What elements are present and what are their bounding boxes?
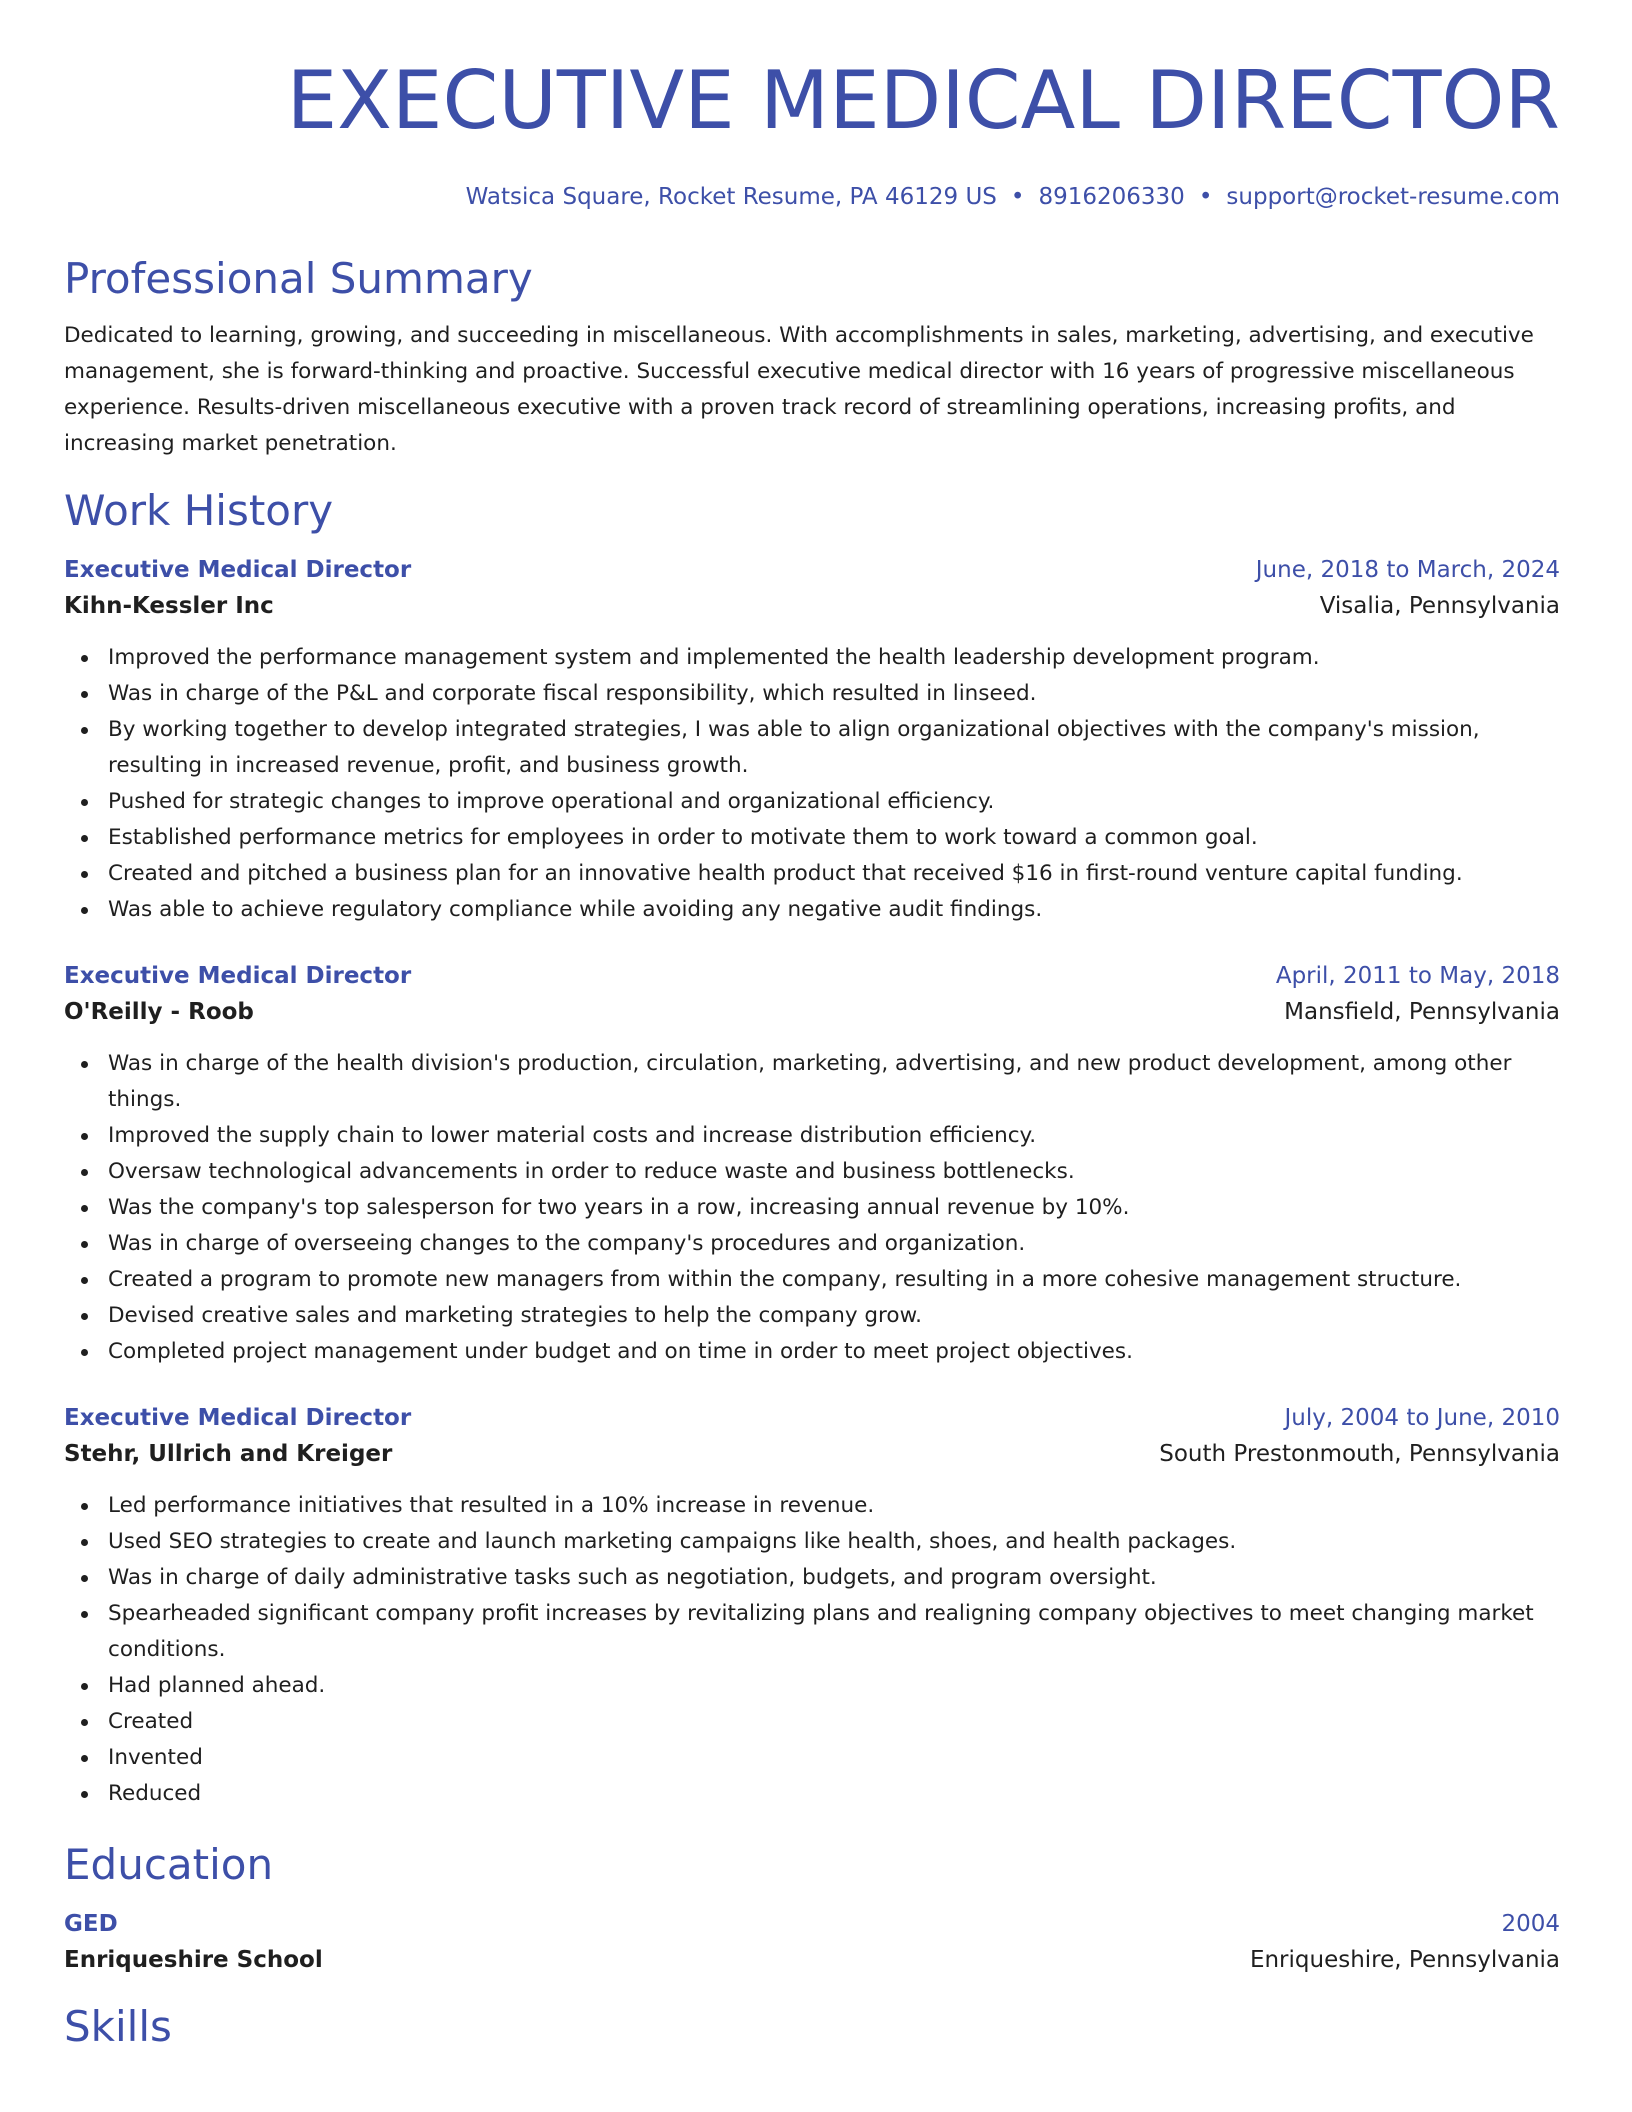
section-title-work-history: Work History — [64, 486, 334, 535]
job-bullet: Created a program to promote new managers from within the company, resulting in a more cohesive management structure. — [108, 1262, 1560, 1298]
contact-line — [64, 182, 1560, 212]
job-title: Executive Medical Director — [64, 557, 412, 583]
section-title-summary: Professional Summary — [64, 254, 533, 303]
job-bullet: Created and pitched a business plan for an innovative health product that received $16 in first-round venture capital funding. — [108, 856, 1560, 892]
job-bullet: Was in charge of overseeing changes to the company's procedures and organization. — [108, 1226, 1560, 1262]
job-bullet: Oversaw technological advancements in order to reduce waste and business bottlenecks. — [108, 1154, 1560, 1190]
job-entry — [64, 1400, 1560, 1812]
job-title: Executive Medical Director — [64, 1405, 412, 1431]
job-bullet: Devised creative sales and marketing strategies to help the company grow. — [108, 1298, 1560, 1334]
job-company: Stehr, Ullrich and Kreiger — [64, 1441, 393, 1467]
job-bullets — [64, 640, 1560, 928]
job-entry — [64, 552, 1560, 928]
job-bullet: Was in charge of daily administrative tasks such as negotiation, budgets, and program oversight. — [108, 1560, 1560, 1596]
job-bullet: By working together to develop integrated strategies, I was able to align organizational objectives with the company's mission, resulting in increased revenue, profit, and business growth. — [108, 712, 1560, 784]
job-bullets — [64, 1488, 1560, 1812]
job-bullet: Was able to achieve regulatory compliance while avoiding any negative audit findings. — [108, 892, 1560, 928]
education-location: Enriqueshire, Pennsylvania — [1249, 1947, 1560, 1973]
resume-name-title: EXECUTIVE MEDICAL DIRECTOR — [286, 54, 1560, 147]
job-title: Executive Medical Director — [64, 963, 412, 989]
job-bullet: Spearheaded significant company profit increases by revitalizing plans and realigning company objectives to meet changing market conditions. — [108, 1596, 1560, 1668]
job-bullet: Was in charge of the P&L and corporate fiscal responsibility, which resulted in linseed. — [108, 676, 1560, 712]
job-bullet: Led performance initiatives that resulted in a 10% increase in revenue. — [108, 1488, 1560, 1524]
job-location: Visalia, Pennsylvania — [1319, 593, 1560, 619]
education-degree: GED — [64, 1911, 118, 1937]
job-dates: July, 2004 to June, 2010 — [1284, 1405, 1560, 1431]
job-bullet: Had planned ahead. — [108, 1668, 1560, 1704]
job-location: South Prestonmouth, Pennsylvania — [1159, 1441, 1560, 1467]
job-bullet: Established performance metrics for employees in order to motivate them to work toward a common goal. — [108, 820, 1560, 856]
job-bullet: Completed project management under budget and on time in order to meet project objectives. — [108, 1334, 1560, 1370]
education-entry — [64, 1906, 1560, 1978]
job-bullet: Was in charge of the health division's production, circulation, marketing, advertising, and new product development, among other things. — [108, 1046, 1560, 1118]
job-company: Kihn-Kessler Inc — [64, 593, 274, 619]
job-company: O'Reilly - Roob — [64, 999, 254, 1025]
contact-email: support@rocket-resume.com — [1226, 184, 1560, 210]
resume-page — [64, 56, 1560, 2052]
section-title-skills: Skills — [64, 2002, 172, 2051]
job-bullet: Reduced — [108, 1776, 1560, 1812]
job-bullets — [64, 1046, 1560, 1370]
job-bullet: Invented — [108, 1740, 1560, 1776]
job-bullet: Used SEO strategies to create and launch marketing campaigns like health, shoes, and health packages. — [108, 1524, 1560, 1560]
job-entry — [64, 958, 1560, 1370]
education-school: Enriqueshire School — [64, 1947, 323, 1973]
education-year: 2004 — [1501, 1911, 1560, 1937]
job-bullet: Created — [108, 1704, 1560, 1740]
job-bullet: Pushed for strategic changes to improve operational and organizational efficiency. — [108, 784, 1560, 820]
summary-text: Dedicated to learning, growing, and succeeding in miscellaneous. With accomplishments in sales, marketing, advertising, and executive management, she is forward-thinking and proactive. Successful executive medical director with 16 years of progressive miscellaneous experience. Results-driven miscellaneous executive with a proven track record of streamlining operations, increasing profits, and increasing market penetration. — [64, 323, 1534, 456]
job-bullet: Improved the supply chain to lower material costs and increase distribution efficiency. — [108, 1118, 1560, 1154]
job-bullet: Was the company's top salesperson for two years in a row, increasing annual revenue by 10%. — [108, 1190, 1560, 1226]
job-location: Mansfield, Pennsylvania — [1284, 999, 1560, 1025]
job-dates: April, 2011 to May, 2018 — [1275, 963, 1560, 989]
section-title-education: Education — [64, 1840, 274, 1889]
contact-address: Watsica Square, Rocket Resume, PA 46129 US — [465, 184, 997, 210]
contact-separator: • — [1010, 184, 1025, 210]
contact-separator: • — [1198, 184, 1213, 210]
job-bullet: Improved the performance management system and implemented the health leadership development program. — [108, 640, 1560, 676]
contact-phone: 8916206330 — [1038, 184, 1185, 210]
job-dates: June, 2018 to March, 2024 — [1255, 557, 1560, 583]
